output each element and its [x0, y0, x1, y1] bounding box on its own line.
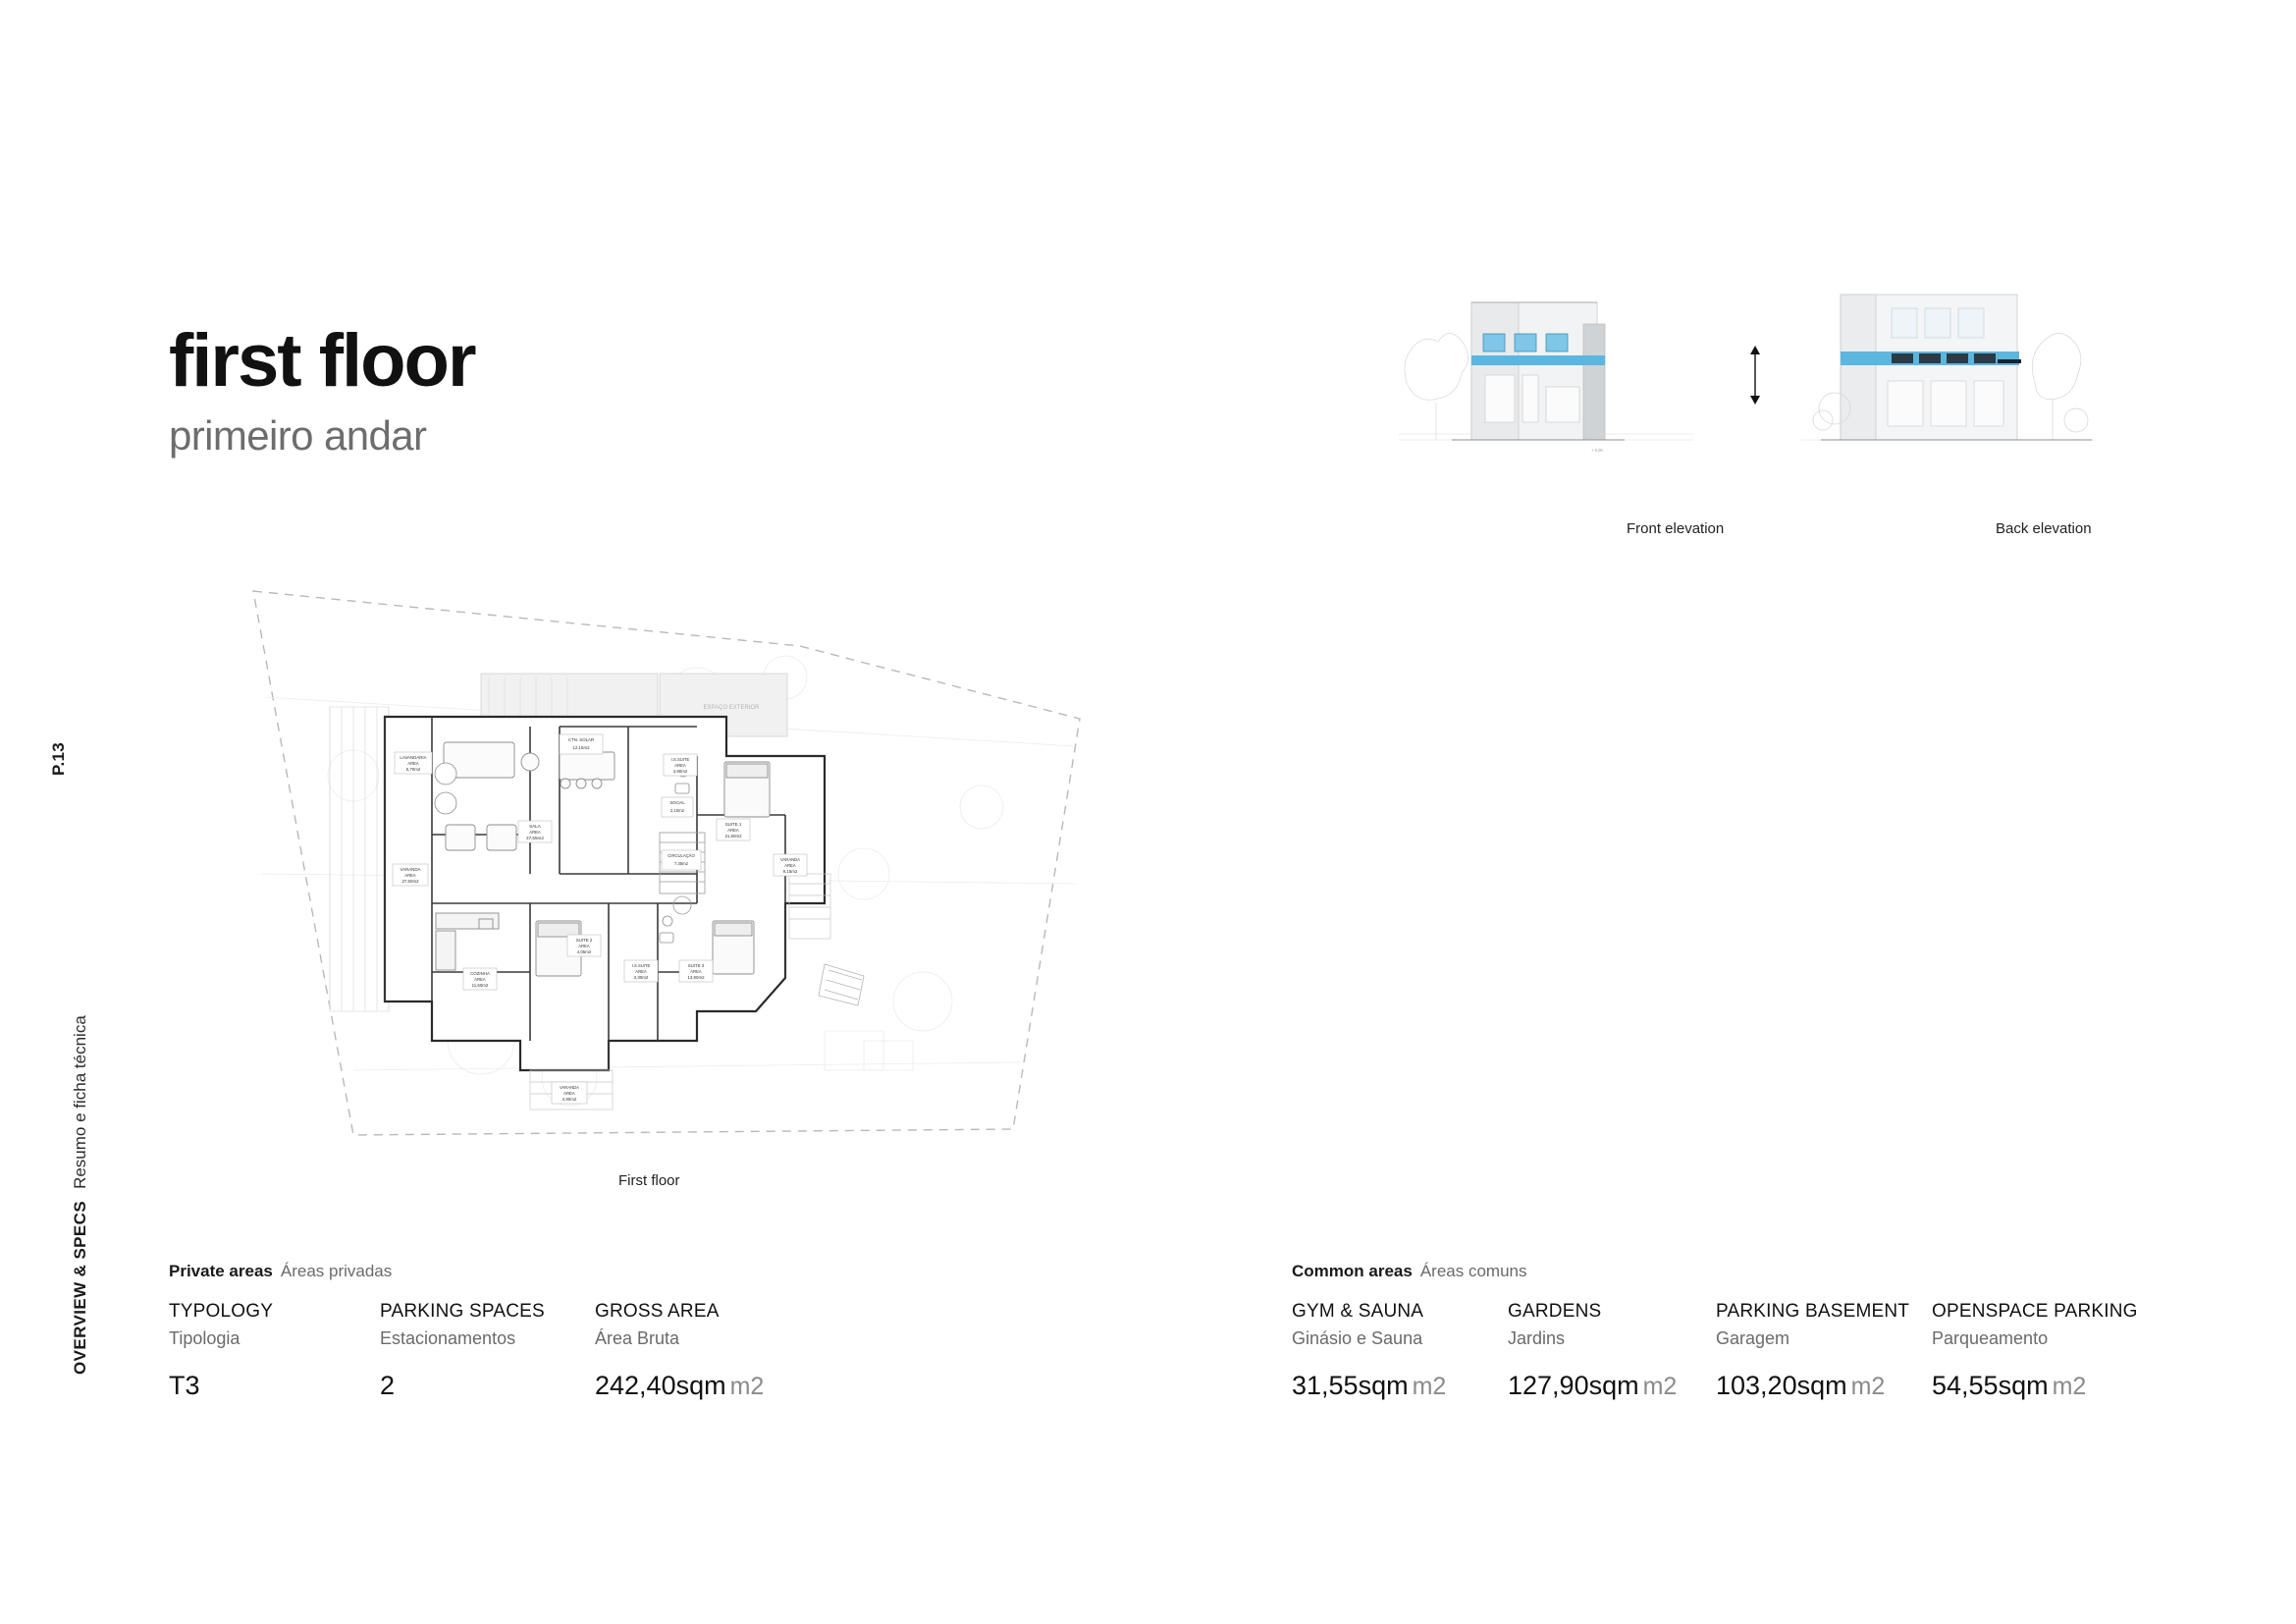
vertical-arrow-icon: [1745, 346, 1765, 405]
spec-parking-title: PARKING SPACES: [380, 1301, 545, 1322]
svg-text:AREA: AREA: [578, 944, 590, 948]
spec-basement-unit: m2: [1850, 1373, 1886, 1400]
room-label: [664, 754, 697, 776]
svg-text:AREA: AREA: [474, 977, 486, 982]
svg-text:3,30m2: 3,30m2: [633, 975, 649, 980]
svg-text:AREA: AREA: [529, 830, 541, 835]
svg-text:AREA: AREA: [563, 1091, 575, 1096]
elevations-figure: [1374, 265, 2169, 501]
spec-basement-value: [1716, 1371, 1909, 1401]
room-label: [393, 864, 428, 886]
spec-gross-value: [595, 1371, 764, 1401]
spec-gross-number: 242,40sqm: [595, 1371, 726, 1400]
room-label: [662, 850, 701, 870]
spec-openspace-number: 54,55sqm: [1932, 1371, 2049, 1400]
room-label: [624, 960, 658, 982]
svg-text:VARANDA: VARANDA: [780, 857, 800, 862]
svg-text:AREA: AREA: [635, 969, 647, 974]
spec-typology-value: [169, 1371, 273, 1401]
svg-text:4,90m2: 4,90m2: [561, 1097, 577, 1102]
spec-gym-value: [1292, 1371, 1446, 1401]
spec-gross-title: GROSS AREA: [595, 1301, 720, 1322]
svg-text:AREA: AREA: [727, 828, 739, 833]
spec-parking-basement: [1716, 1301, 1909, 1401]
svg-text:CTN. SOLAR: CTN. SOLAR: [567, 737, 595, 742]
room-label: [662, 797, 693, 817]
svg-text:4,05m2: 4,05m2: [576, 949, 592, 954]
svg-text:SOCIAL: SOCIAL: [669, 800, 685, 805]
front-elevation-drawing: [1399, 265, 1693, 471]
spec-gym-unit: m2: [1412, 1373, 1447, 1400]
spec-typology-number: T3: [169, 1371, 200, 1400]
room-label: [518, 821, 552, 842]
spec-gardens: [1508, 1301, 1677, 1401]
svg-text:AREA: AREA: [404, 873, 416, 878]
front-elevation-caption: Front elevation: [1627, 520, 1725, 537]
svg-text:AREA: AREA: [784, 863, 796, 868]
svg-text:27,50m2: 27,50m2: [401, 879, 419, 884]
back-elevation-caption: Back elevation: [1996, 520, 2092, 537]
common-areas-heading: [1292, 1262, 1527, 1281]
svg-text:AREA: AREA: [407, 761, 419, 766]
spec-gym-sauna: [1292, 1301, 1446, 1401]
svg-text:VARANDA: VARANDA: [560, 1085, 579, 1090]
plan-caption: First floor: [618, 1172, 680, 1189]
private-areas-label: Private areas: [169, 1262, 273, 1280]
room-label: [463, 968, 497, 990]
private-areas-label-pt: Áreas privadas: [280, 1262, 393, 1280]
svg-text:VARANDA: VARANDA: [400, 867, 421, 872]
spec-parking-value: [380, 1371, 545, 1401]
floor-plan-drawing: [236, 579, 1099, 1168]
svg-text:5,70m2: 5,70m2: [405, 767, 421, 772]
spec-openspace-subtitle: Parqueamento: [1932, 1328, 2049, 1348]
svg-text:+ 0,00: + 0,00: [1591, 448, 1603, 453]
section-label: [71, 1015, 90, 1375]
page-number: P.13: [49, 742, 68, 776]
page-title-block: [169, 319, 475, 460]
spec-typology-subtitle: Tipologia: [169, 1328, 240, 1348]
svg-text:I.S.SUITE: I.S.SUITE: [670, 757, 690, 762]
room-label: [679, 960, 713, 982]
spec-gardens-title: GARDENS: [1508, 1301, 1602, 1322]
svg-text:SALA: SALA: [529, 824, 541, 829]
svg-text:9,15m2: 9,15m2: [782, 869, 798, 874]
side-rail: [51, 0, 96, 1624]
section-label-en: OVERVIEW & SPECS: [71, 1200, 89, 1375]
svg-text:COZINHA: COZINHA: [470, 971, 490, 976]
svg-text:13,90m2: 13,90m2: [687, 975, 705, 980]
page-subtitle: primeiro andar: [169, 412, 427, 459]
svg-text:SUITE 1: SUITE 1: [724, 822, 742, 827]
spec-openspace-value: [1932, 1371, 2138, 1401]
spec-typology: [169, 1301, 273, 1401]
spec-basement-number: 103,20sqm: [1716, 1371, 1847, 1400]
spec-parking-number: 2: [380, 1371, 396, 1400]
svg-text:CIRCULAÇÃO: CIRCULAÇÃO: [667, 853, 695, 858]
svg-text:4,90m2: 4,90m2: [672, 769, 688, 774]
spec-gardens-subtitle: Jardins: [1508, 1328, 1566, 1348]
page-title: first floor: [169, 319, 475, 403]
room-label: [567, 935, 601, 956]
svg-text:12,15m2: 12,15m2: [572, 745, 590, 750]
svg-text:11,60m2: 11,60m2: [471, 983, 489, 988]
spec-openspace-parking: [1932, 1301, 2138, 1401]
spec-gross-unit: m2: [729, 1373, 765, 1400]
room-label: [560, 734, 603, 754]
room-label: [552, 1082, 587, 1104]
common-areas-label: Common areas: [1292, 1262, 1413, 1280]
svg-text:ESPAÇO EXTERIOR: ESPAÇO EXTERIOR: [703, 705, 760, 711]
spec-typology-title: TYPOLOGY: [169, 1301, 274, 1322]
spec-gardens-number: 127,90sqm: [1508, 1371, 1639, 1400]
svg-text:AREA: AREA: [674, 763, 686, 768]
spec-gardens-unit: m2: [1642, 1373, 1678, 1400]
spec-gym-subtitle: Ginásio e Sauna: [1292, 1328, 1423, 1348]
spec-gross-area: [595, 1301, 764, 1401]
svg-text:I.S.SUITE: I.S.SUITE: [631, 963, 651, 968]
svg-text:7,35m2: 7,35m2: [674, 861, 688, 866]
svg-text:SUITE 2: SUITE 2: [575, 938, 593, 943]
common-areas-label-pt: Áreas comuns: [1419, 1262, 1527, 1280]
spec-gym-title: GYM & SAUNA: [1292, 1301, 1424, 1322]
spec-gardens-value: [1508, 1371, 1677, 1401]
spec-basement-title: PARKING BASEMENT: [1716, 1301, 1910, 1322]
room-label: [395, 752, 432, 774]
private-areas-heading: [169, 1262, 392, 1281]
spec-basement-subtitle: Garagem: [1716, 1328, 1790, 1348]
spec-parking-spaces: [380, 1301, 545, 1401]
room-label: [717, 819, 750, 840]
svg-text:37,55m2: 37,55m2: [526, 836, 544, 840]
back-elevation-drawing: [1801, 265, 2096, 471]
spec-parking-subtitle: Estacionamentos: [380, 1328, 516, 1348]
spec-gym-number: 31,55sqm: [1292, 1371, 1409, 1400]
spec-openspace-unit: m2: [2052, 1373, 2087, 1400]
room-label: [774, 854, 807, 876]
svg-text:2,10m2: 2,10m2: [670, 808, 684, 813]
spec-gross-subtitle: Área Bruta: [595, 1328, 680, 1348]
spec-openspace-title: OPENSPACE PARKING: [1932, 1301, 2138, 1322]
svg-text:AREA: AREA: [690, 969, 702, 974]
svg-text:21,50m2: 21,50m2: [724, 834, 742, 839]
floor-plan-figure: [236, 579, 1099, 1168]
svg-text:LAVANDARIA: LAVANDARIA: [400, 755, 427, 760]
section-label-pt: Resumo e ficha técnica: [71, 1015, 89, 1189]
svg-text:SUITE 3: SUITE 3: [687, 963, 705, 968]
